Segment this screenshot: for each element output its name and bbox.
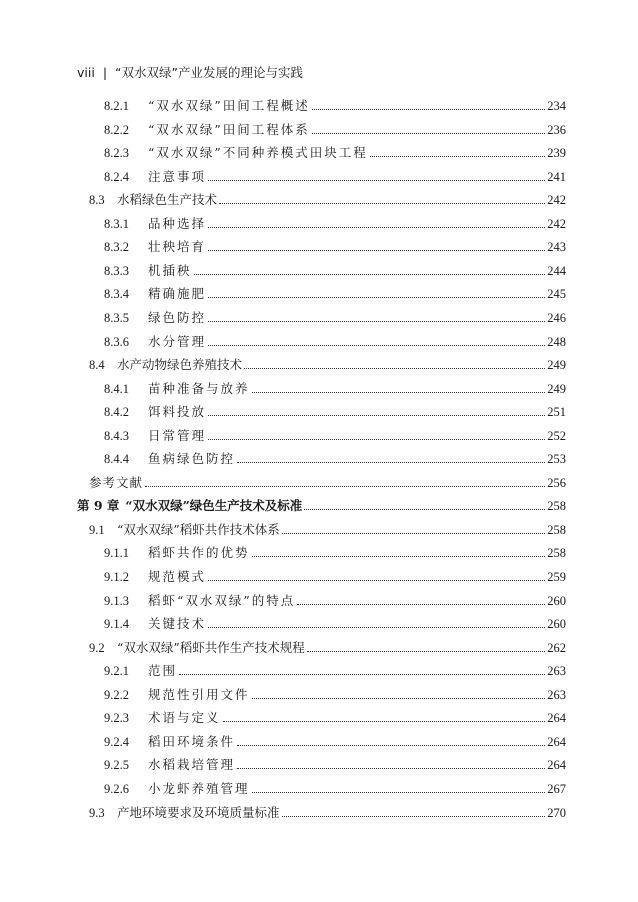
dot-leader [208,320,545,322]
toc-entry-number: 8.2.1 [104,99,129,113]
running-header [77,63,303,81]
toc-entry-title: “双水双绿”绿色生产技术及标准 [125,498,303,514]
toc-entry [104,661,566,685]
toc-entry-number: 8.3.4 [104,287,129,302]
toc-entry [104,591,566,615]
toc-entry-page: 252 [547,428,566,443]
dot-leader [312,108,545,110]
toc-entry-page: 260 [547,593,566,608]
dot-leader [208,414,545,416]
toc-entry-title: “双水双绿”稻虾共作技术体系 [117,521,280,537]
toc-entry-title: 规范模式 [148,569,207,584]
dot-leader [194,273,546,275]
toc-entry-title: 关键技术 [148,616,207,632]
dot-leader [208,438,545,440]
toc-entry-number: 8.4 [89,358,105,373]
toc-entry-title: 水产动物绿色养殖技术 [117,357,243,373]
toc-entry-title: 品种选择 [148,215,207,231]
toc-entry-page: 259 [547,570,566,584]
toc-entry-page: 264 [547,734,566,749]
toc-entry-page: 264 [547,711,566,726]
toc-entry-number: 9.2.5 [104,758,129,773]
toc-entry-page: 246 [547,310,566,325]
toc-entry [104,214,566,238]
dot-leader [208,179,545,181]
dot-leader [297,603,545,605]
toc-entry-page: 260 [547,617,566,632]
toc-entry-title: 水稻绿色生产技术 [117,192,218,208]
toc-entry-title: 绿色防控 [148,309,207,325]
toc-entry [89,355,566,379]
toc-entry [89,803,566,827]
toc-entry [104,543,566,567]
toc-entry-number: 8.3.1 [104,216,129,231]
toc-entry-number: 8.2.2 [104,122,129,137]
toc-entry-title: 注意事项 [148,168,207,184]
toc-entry-number: 8.2.3 [104,146,129,161]
toc-entry-page: 234 [547,99,566,113]
dot-leader [179,673,545,675]
toc-entry-number: 9.1 [89,522,105,537]
dot-leader [208,249,545,251]
toc-entry-title: 术语与定义 [148,710,221,726]
toc-entry-page: 244 [547,263,566,278]
toc-entry-title: “双水双绿”不同种养模式田块工程 [148,145,368,161]
toc-entry [104,332,566,356]
toc-entry-page: 243 [547,240,566,255]
toc-entry-page: 249 [547,358,566,373]
dot-leader [237,461,545,463]
dot-leader [145,485,545,487]
toc-entry-page: 253 [547,452,566,467]
toc-entry-title: 水分管理 [148,333,207,349]
dot-leader [244,367,545,369]
dot-leader [252,791,546,793]
dot-leader [208,626,545,628]
dot-leader [282,532,545,534]
toc-entry-page: 242 [547,193,566,208]
toc-entry-page: 248 [547,334,566,349]
toc-entry [104,167,566,191]
toc-entry-title: 稻田环境条件 [148,733,236,749]
dot-leader [312,132,545,134]
toc-entry-number: 9.2.3 [104,711,129,726]
toc-entry-number: 9.3 [89,805,105,820]
toc-entry [104,120,566,144]
dot-leader [252,391,546,393]
toc-entry-title: 苗种准备与放养 [148,380,250,396]
toc-entry-number: 9.1.3 [104,593,129,608]
toc-entry-title: 日常管理 [148,427,207,443]
toc-entry-number: 8.3.2 [104,240,129,255]
toc-entry-page: 249 [547,381,566,396]
toc-entry [104,449,566,473]
book-title: “双水双绿”产业发展的理论与实践 [115,65,303,80]
toc-entry [104,143,566,167]
toc-entry-title: “双水双绿”田间工程概述 [148,98,310,113]
toc-entry-page: 262 [547,640,566,655]
toc-entry-title: 稻虾共作的优势 [148,545,250,561]
toc-entry-page: 241 [547,169,566,184]
toc-entry-number: 8.3.5 [104,310,129,325]
dot-leader [208,296,545,298]
dot-leader [223,720,546,722]
toc-entry [104,685,566,709]
toc-entry-page: 242 [547,216,566,231]
dot-leader [370,155,545,157]
toc-entry-number: 8.3.3 [104,263,129,278]
toc-entry-number: 8.3.6 [104,334,129,349]
toc-entry-title: 范围 [148,663,178,679]
dot-leader [307,650,545,652]
toc-entry-number: 8.2.4 [104,169,129,184]
toc-entry-title: “双水双绿”田间工程体系 [148,121,310,137]
header-separator: | [102,65,108,80]
toc-entry-number: 9.1.2 [104,570,129,584]
toc-entry [89,638,566,662]
toc-entry [104,284,566,308]
toc-entry [104,732,566,756]
toc-entry-number: 8.4.2 [104,405,129,420]
toc-entry-title: “双水双绿”稻虾共作生产技术规程 [117,639,305,655]
toc-entry [104,96,566,120]
dot-leader [208,344,545,346]
toc-entry [89,190,566,214]
dot-leader [208,226,545,228]
toc-entry-page: 263 [547,664,566,679]
toc-entry-title: 稻虾“双水双绿”的特点 [148,592,296,608]
toc-entry [104,779,566,803]
toc-entry [104,379,566,403]
toc-entry-page: 267 [547,781,566,796]
toc-entry-title: 参考文献 [89,474,144,490]
toc-entry-page: 256 [547,475,566,490]
page-number-roman: viii [77,65,95,80]
toc-entry-number: 9.2.6 [104,781,129,796]
dot-leader [252,555,546,557]
dot-leader [237,767,545,769]
dot-leader [304,508,545,510]
toc-entry-number: 8.4.1 [104,381,129,396]
dot-leader [219,202,545,204]
toc-entry-title: 水稻栽培管理 [148,757,236,773]
toc-entry-page: 270 [547,805,566,820]
toc-entry [104,237,566,261]
toc-entry-page: 264 [547,758,566,773]
toc-entry [104,755,566,779]
toc-entry [104,402,566,426]
toc-entry-number: 8.4.3 [104,428,129,443]
toc-entry-number: 9.2 [89,640,105,655]
toc-entry [89,520,566,544]
toc-entry-number: 8.4.4 [104,452,129,467]
toc-entry-title: 规范性引用文件 [148,686,250,702]
toc-entry-title: 鱼病绿色防控 [148,451,236,467]
toc-entry-title: 产地环境要求及环境质量标准 [117,804,280,820]
toc-entry-title: 壮秧培育 [148,239,207,255]
toc-entry-title: 机插秧 [148,262,192,278]
dot-leader [208,579,545,581]
dot-leader [282,815,546,817]
toc-entry-title: 小龙虾养殖管理 [148,780,250,796]
toc-entry-title: 精确施肥 [148,286,207,302]
toc-entry-number: 9.2.1 [104,664,129,679]
toc-entry-page: 258 [547,546,566,561]
toc-entry-page: 239 [547,146,566,161]
toc-entry-number: 9.2.4 [104,734,129,749]
toc-entry-page: 251 [547,405,566,420]
toc-entry-number: 8.3 [89,193,105,208]
toc-entry-number: 9.1.4 [104,617,129,632]
toc-entry-page: 236 [547,122,566,137]
toc-entry [104,426,566,450]
toc-entry [89,473,566,497]
toc-entry-number: 第 9 章 [77,498,120,514]
toc-entry-page: 245 [547,287,566,302]
toc-entry [104,308,566,332]
toc-entry-page: 258 [547,522,566,537]
toc-entry-page: 263 [547,687,566,702]
toc-entry-number: 9.1.1 [104,546,129,561]
toc-entry [104,614,566,638]
dot-leader [252,697,546,699]
dot-leader [237,744,545,746]
toc-entry-title: 饵料投放 [148,404,207,420]
toc-entry [104,708,566,732]
toc-entry [104,567,566,591]
toc-entry-number: 9.2.2 [104,687,129,702]
toc-entry-page: 258 [547,499,566,514]
toc-entry [77,496,566,520]
toc-entry [104,261,566,285]
